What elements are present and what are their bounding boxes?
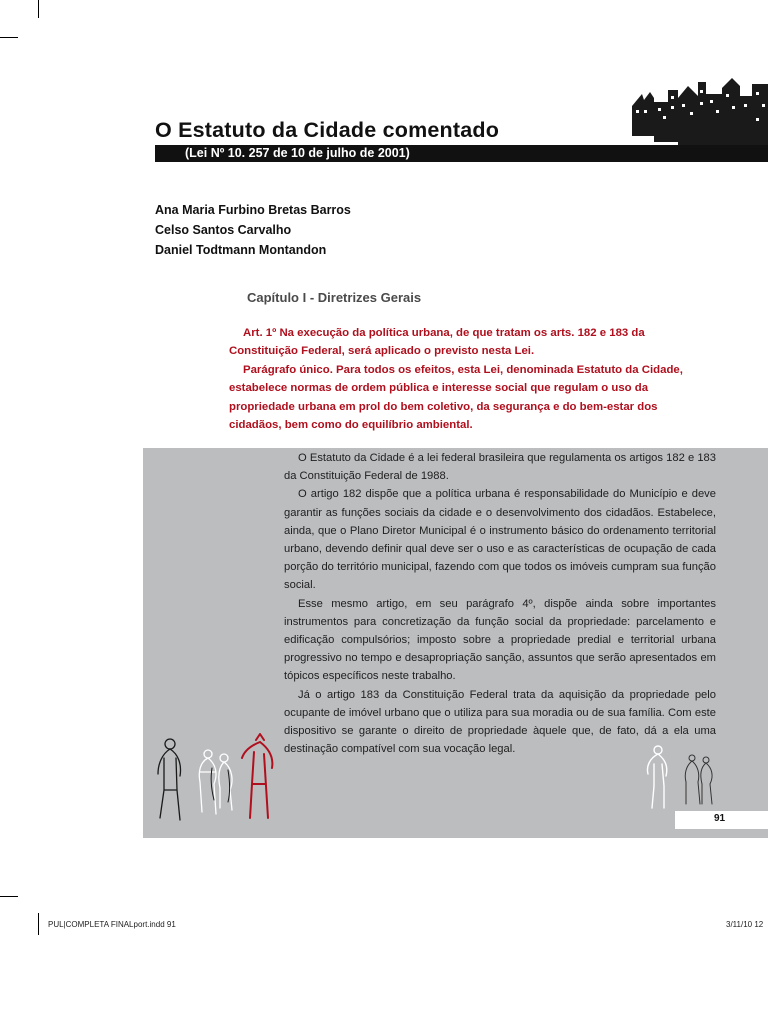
author-name: Celso Santos Carvalho [155, 223, 292, 237]
article-1: Art. 1º Na execução da política urbana, de que tratam os arts. 182 e 183 da Constituição Federal, será aplicado o previsto nesta Lei. [229, 327, 645, 358]
law-reference: (Lei Nº 10. 257 de 10 de julho de 2001) [185, 146, 410, 160]
crop-mark-bottom-horizontal [0, 896, 18, 897]
page-number: 91 [714, 813, 726, 824]
commentary-paragraph: O artigo 182 dispõe que a política urbana é responsabilidade do Município e deve garantir as funções sociais da cidade e o desenvolvimento dos cidadãos. Estabelece, ainda, que o Plano Diretor Municipal é o instrumento básico do ordenamento territorial urbano, devendo definir qual deve ser o uso e as características de ocupação de cada porção do território municipal, fazendo com que todos os imóveis cumpram sua função social. [284, 488, 716, 592]
commentary-paragraph: Esse mesmo artigo, em seu parágrafo 4º, dispõe ainda sobre importantes instrumentos para concretização da função social da propriedade: parcelamento e edificação compulsórios; imposto sobre a propriedade predial e territorial urbana progressivo no tempo e desapropriação sanção, assuntos que serão apresentados em tópicos específicos neste trabalho. [284, 597, 716, 683]
author-name: Daniel Todtmann Montandon [155, 243, 327, 257]
crop-mark-top-horizontal [0, 37, 18, 38]
crop-mark-bottom-vertical [38, 913, 39, 935]
commentary-paragraph: Já o artigo 183 da Constituição Federal trata da aquisição da propriedade pelo ocupante de imóvel urbano que o utiliza para sua moradia ou de sua família. Com este dispositivo se garante o direito de propriedade àquele que, de fato, dá a ela uma destinação compatível com sua vocação legal. [284, 688, 716, 756]
commentary-text [284, 449, 716, 758]
paragrafo-unico: Parágrafo único. Para todos os efeitos, esta Lei, denominada Estatuto da Cidade, estabelece normas de ordem pública e interesse social que regulam o uso da propriedade urbana em prol do bem coletivo, da segurança e do bem-estar dos cidadãos, bem como do equilíbrio ambiental. [229, 363, 683, 432]
author-name: Ana Maria Furbino Bretas Barros [155, 203, 351, 217]
page-number-badge [675, 811, 768, 829]
print-slug-date: 3/11/10 12 [726, 920, 764, 929]
people-sketch-illustration [640, 742, 720, 812]
author-list [155, 200, 351, 260]
print-slug-filename: PUL|COMPLETA FINALport.indd 91 [48, 920, 176, 929]
page-title: O Estatuto da Cidade comentado [155, 118, 500, 142]
chapter-heading: Capítulo I - Diretrizes Gerais [247, 290, 422, 305]
people-sketch-illustration [150, 728, 280, 824]
subtitle-bar [155, 145, 768, 162]
commentary-paragraph: O Estatuto da Cidade é a lei federal brasileira que regulamenta os artigos 182 e 183 da Constituição Federal de 1988. [284, 452, 716, 483]
law-text [229, 324, 709, 434]
crop-mark-top-vertical [38, 0, 39, 18]
